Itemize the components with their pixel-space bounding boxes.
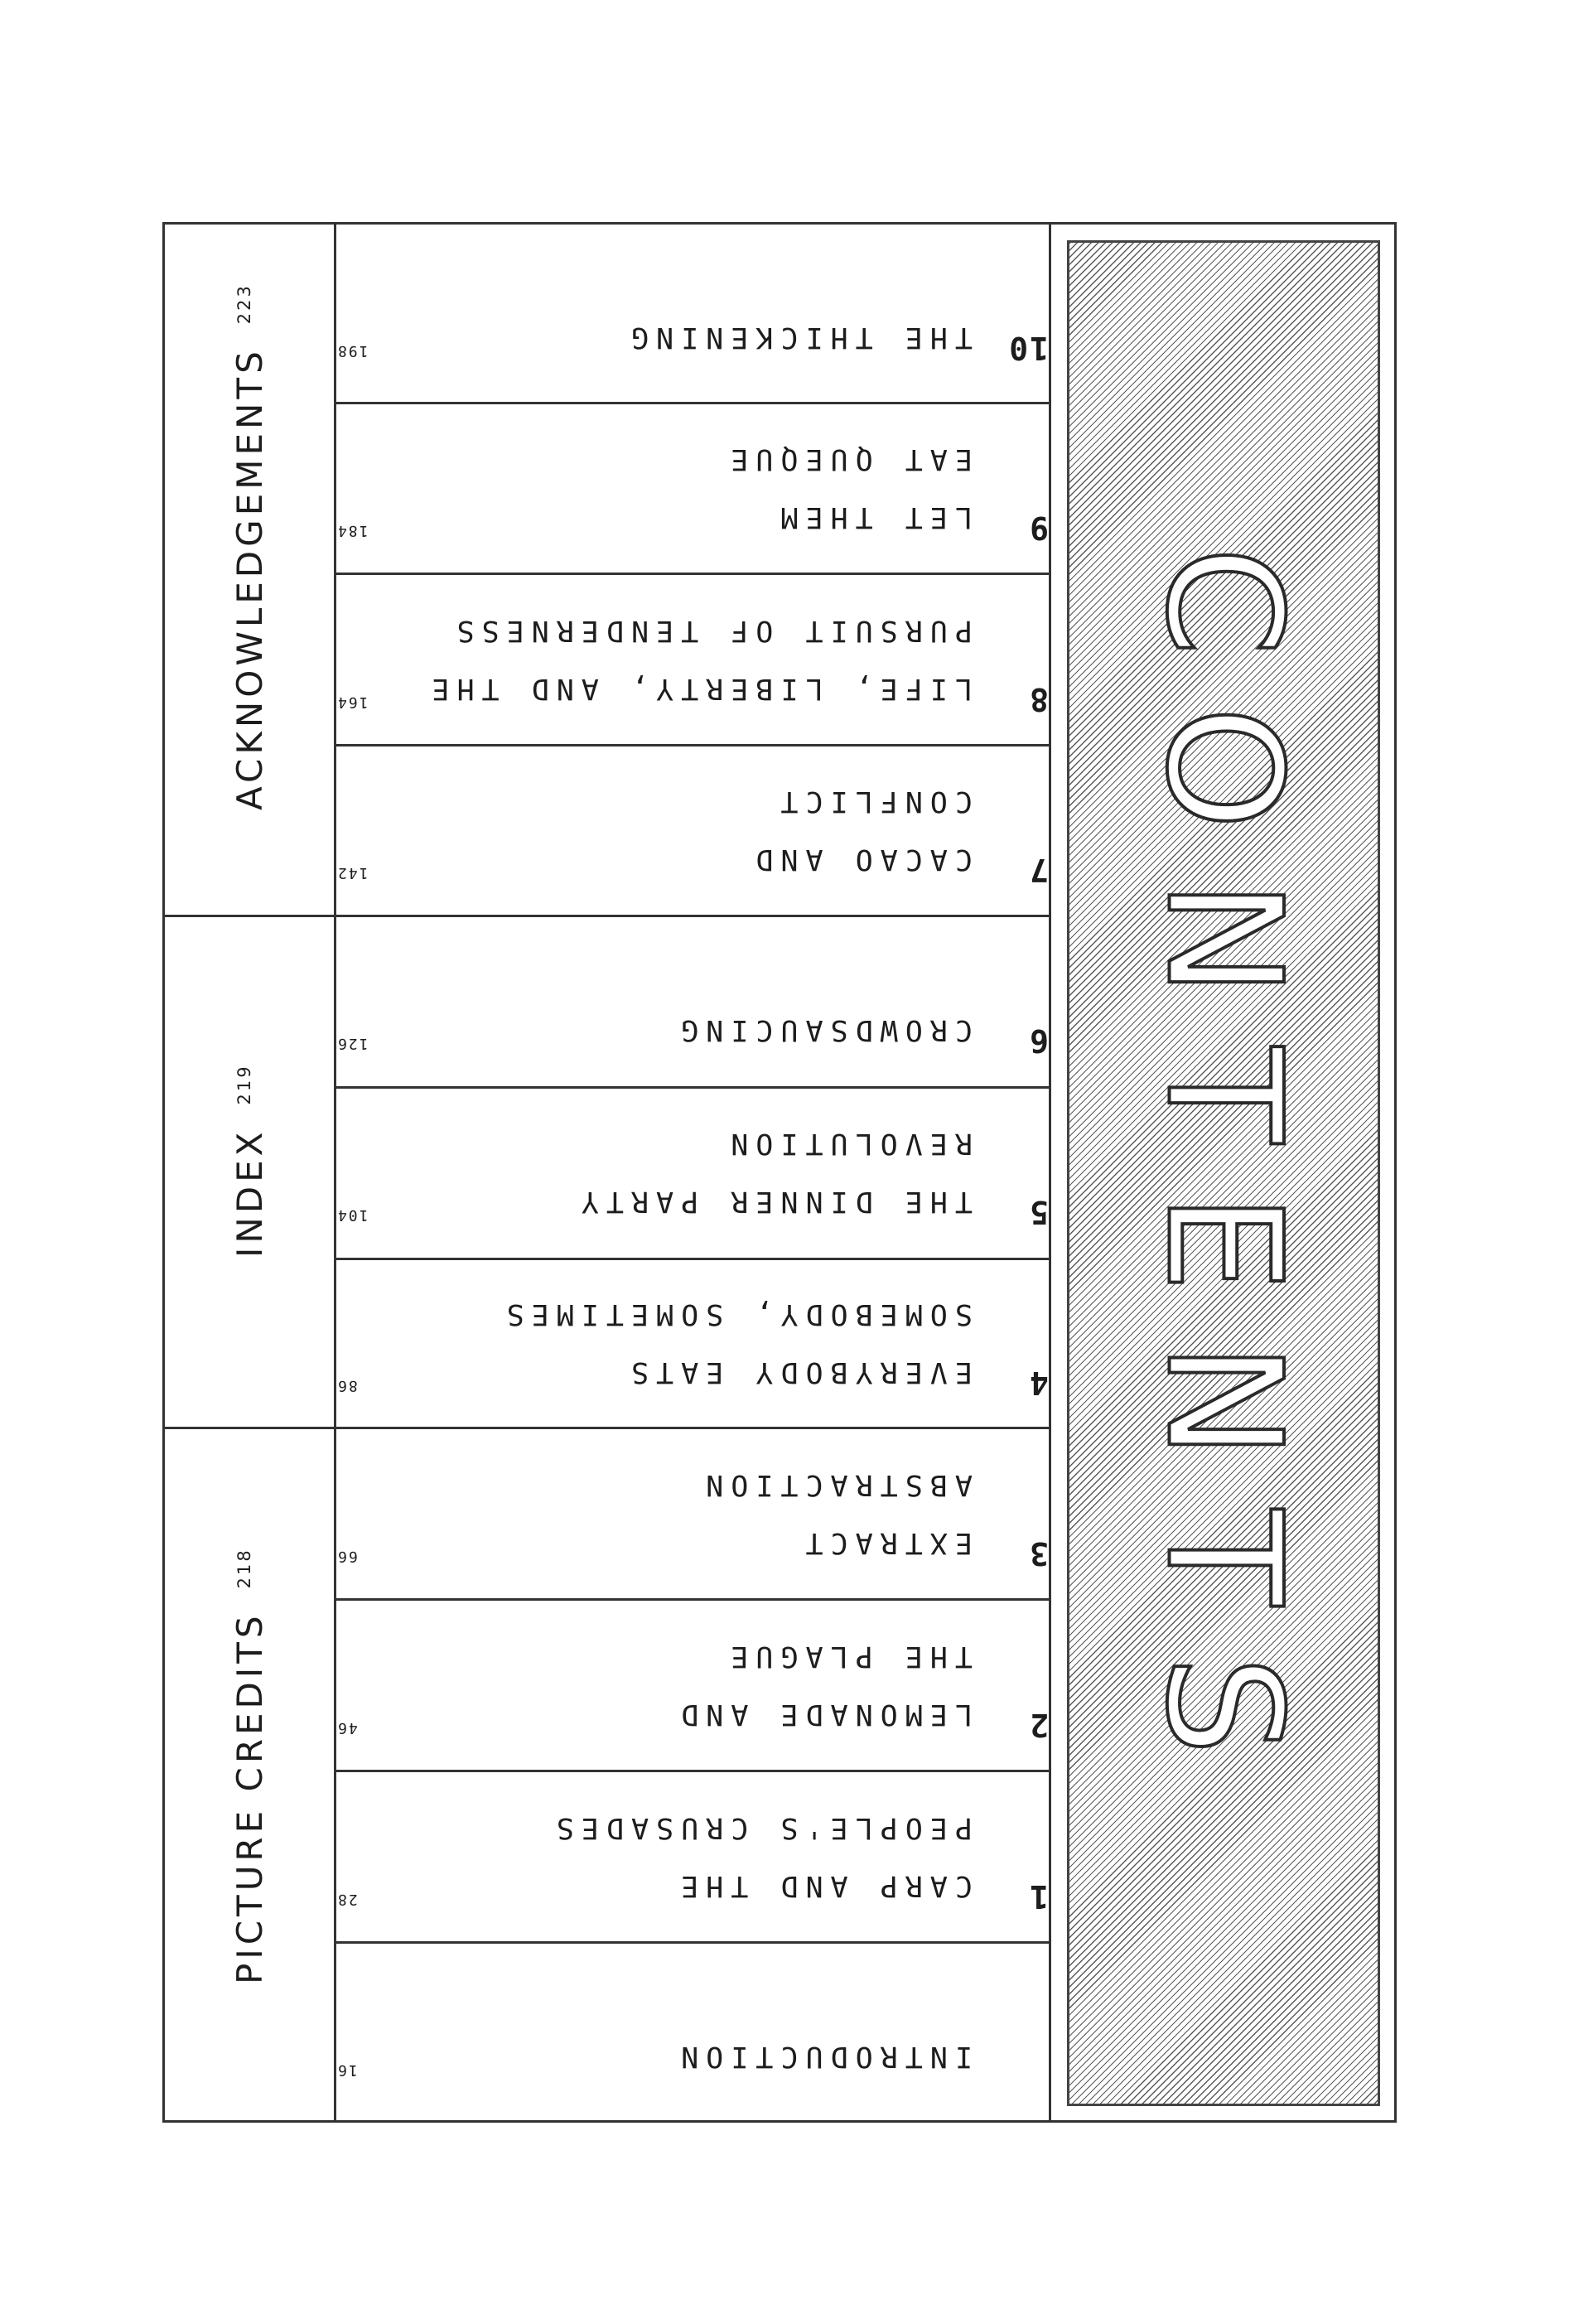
chapter-number: 9 [1028,510,1049,546]
back-matter-page: 218 [234,1548,254,1589]
chapter-page: 66 [336,1548,358,1565]
chapter-entry [336,1799,1049,1915]
chapter-number: 6 [1028,1022,1049,1059]
chapter-title: CACAO AND CONFLICT [748,785,973,876]
back-matter-divider [162,915,336,917]
chapter-divider [336,1427,1049,1429]
chapter-divider [336,1941,1049,1944]
chapter-divider [336,744,1049,746]
chapter-divider [336,915,1049,917]
chapter-divider [336,402,1049,404]
chapter-title: LIFE, LIBERTY, AND THE PURSUIT OF TENDERNESS [424,614,973,705]
chapter-entry [336,1285,1049,1401]
back-matter-page: 223 [234,283,254,325]
chapter-page: 16 [336,2061,358,2079]
chapter-page: 126 [336,1035,369,1052]
back-matter-label: INDEX [229,1128,270,1258]
chapter-number: 7 [1028,852,1049,888]
chapter-divider [336,1598,1049,1601]
chapter-number: 1 [1028,1878,1049,1915]
chapter-page: 46 [336,1719,358,1737]
chapter-page: 164 [336,693,369,711]
back-matter-divider [162,1427,336,1429]
chapter-number: 8 [1028,681,1049,717]
column-divider-right [1049,222,1051,2123]
chapter-divider [336,573,1049,575]
chapter-title: INTRODUCTION [673,2040,973,2073]
back-matter-picture-credits [229,1548,270,1984]
chapter-page: 142 [336,864,369,882]
chapter-page: 198 [336,342,369,360]
chapter-number: 5 [1028,1194,1049,1230]
chapter-entry [336,1627,1049,1743]
chapter-number: 3 [1028,1535,1049,1572]
chapter-entry [336,2027,1049,2085]
back-matter-label: PICTURE CREDITS [229,1611,270,1984]
chapter-page: 104 [336,1206,369,1224]
chapter-title: EVERYBODY EATS SOMEBODY, SOMETIMES [499,1297,973,1389]
chapter-number: 4 [1028,1365,1049,1401]
chapter-entry [336,602,1049,717]
chapter-title: CROWDSAUCING [673,1013,973,1046]
chapter-title: THE DINNER PARTY REVOLUTION [573,1127,973,1218]
chapter-number: 2 [1028,1707,1049,1743]
chapter-divider [336,1258,1049,1260]
chapter-divider [336,1770,1049,1772]
chapter-divider [336,1086,1049,1089]
chapter-page: 86 [336,1377,358,1394]
contents-heading: CONTENTS [1132,546,1315,1805]
chapter-entry [336,1001,1049,1059]
chapter-title: LET THEM EAT QUEQUE [723,442,973,534]
chapter-entry [336,430,1049,546]
chapter-title: EXTRACT ABSTRACTION [698,1468,973,1559]
chapter-entry [336,1456,1049,1572]
back-matter-acknowledgements [229,283,270,810]
back-matter-page: 219 [234,1064,254,1105]
chapter-entry [336,308,1049,366]
chapter-page: 28 [336,1891,358,1908]
chapter-page: 184 [336,522,369,539]
chapter-entry [336,1114,1049,1230]
back-matter-label: ACKNOWLEDGEMENTS [229,347,270,810]
chapter-title: THE THICKENING [623,321,973,354]
chapter-title: CARP AND THE PEOPLE'S CRUSADES [548,1811,973,1902]
chapter-title: LEMONADE AND THE PLAGUE [673,1640,973,1731]
chapter-number: 10 [1007,330,1049,366]
back-matter-index [229,1064,270,1258]
chapter-entry [336,772,1049,888]
